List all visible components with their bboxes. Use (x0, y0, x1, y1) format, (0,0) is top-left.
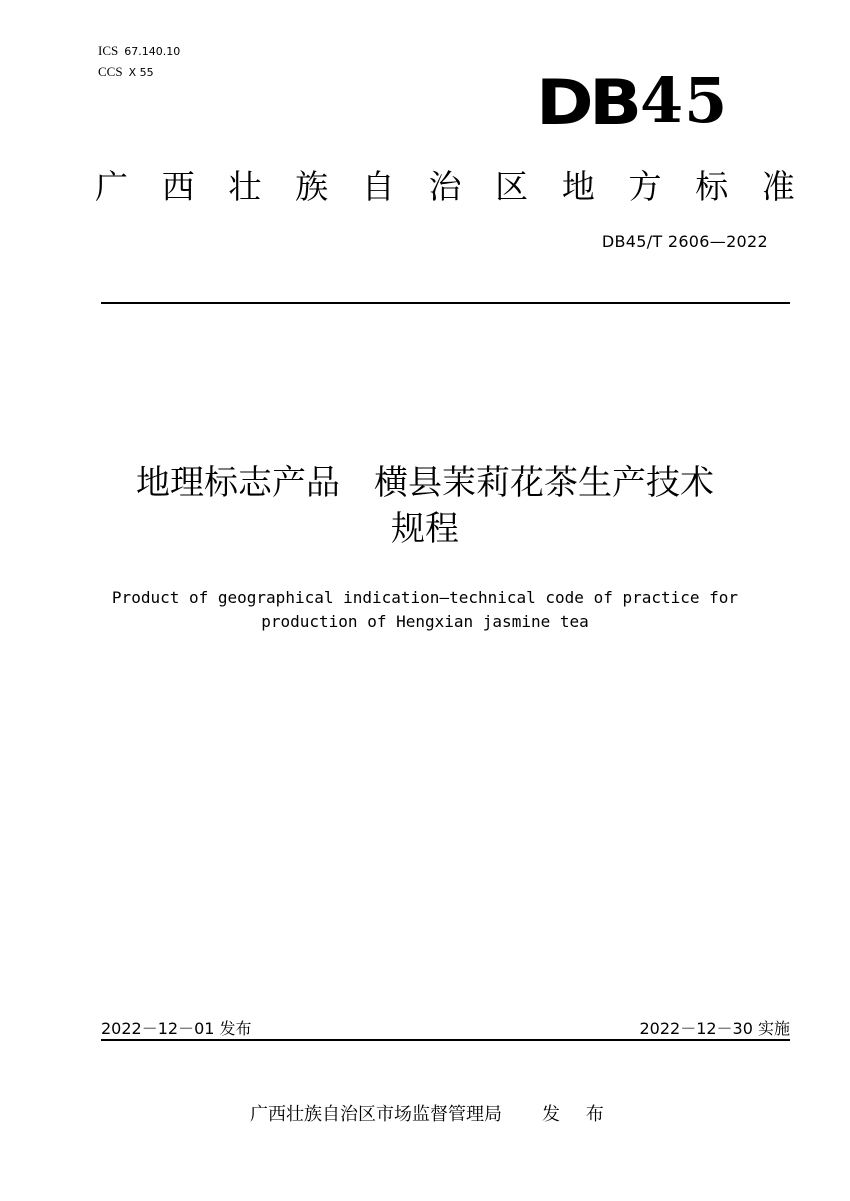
standard-type-char: 方 (628, 167, 662, 206)
bottom-divider (101, 1039, 790, 1041)
ics-value: 67.140.10 (124, 45, 181, 58)
standard-type-char: 壮 (228, 167, 262, 206)
ccs-value: X 55 (128, 66, 154, 79)
ics-label: ICS (98, 43, 119, 58)
standard-type-char: 地 (561, 167, 595, 206)
ics-code (98, 43, 180, 60)
publisher-action: 发 布 (542, 1104, 614, 1125)
db45-logo (536, 64, 736, 139)
title-chinese-line2: 规程 (391, 509, 459, 549)
standard-type-char: 区 (495, 167, 529, 206)
implementation-date: 2022－12－30 实施 (639, 1019, 790, 1038)
publisher-line (250, 1100, 614, 1126)
top-divider (101, 302, 790, 304)
standard-type-char: 自 (361, 167, 395, 206)
title-english-line1: Product of geographical indication—technical code of practice for (111, 588, 739, 607)
standard-type-char: 治 (428, 167, 462, 206)
standard-type-heading (95, 165, 795, 209)
title-english (60, 586, 790, 634)
title-chinese-line1: 地理标志产品 横县茉莉花茶生产技术 (136, 463, 714, 503)
title-chinese (60, 460, 790, 552)
ccs-code (98, 64, 154, 81)
ccs-label: CCS (98, 64, 123, 79)
publisher-name: 广西壮族自治区市场监督管理局 (250, 1104, 502, 1125)
issue-date: 2022－12－01 发布 (101, 1019, 252, 1038)
standard-type-char: 西 (161, 167, 195, 206)
logo-number: 45 (640, 64, 729, 137)
standard-type-char: 准 (761, 167, 795, 206)
standard-type-char: 广 (95, 167, 128, 206)
title-english-line2: production of Hengxian jasmine tea (261, 612, 589, 631)
logo-letters: DB (536, 66, 638, 139)
standard-type-char: 标 (695, 167, 729, 206)
standard-type-char: 族 (295, 167, 329, 206)
standard-number: DB45/T 2606—2022 (601, 232, 768, 251)
